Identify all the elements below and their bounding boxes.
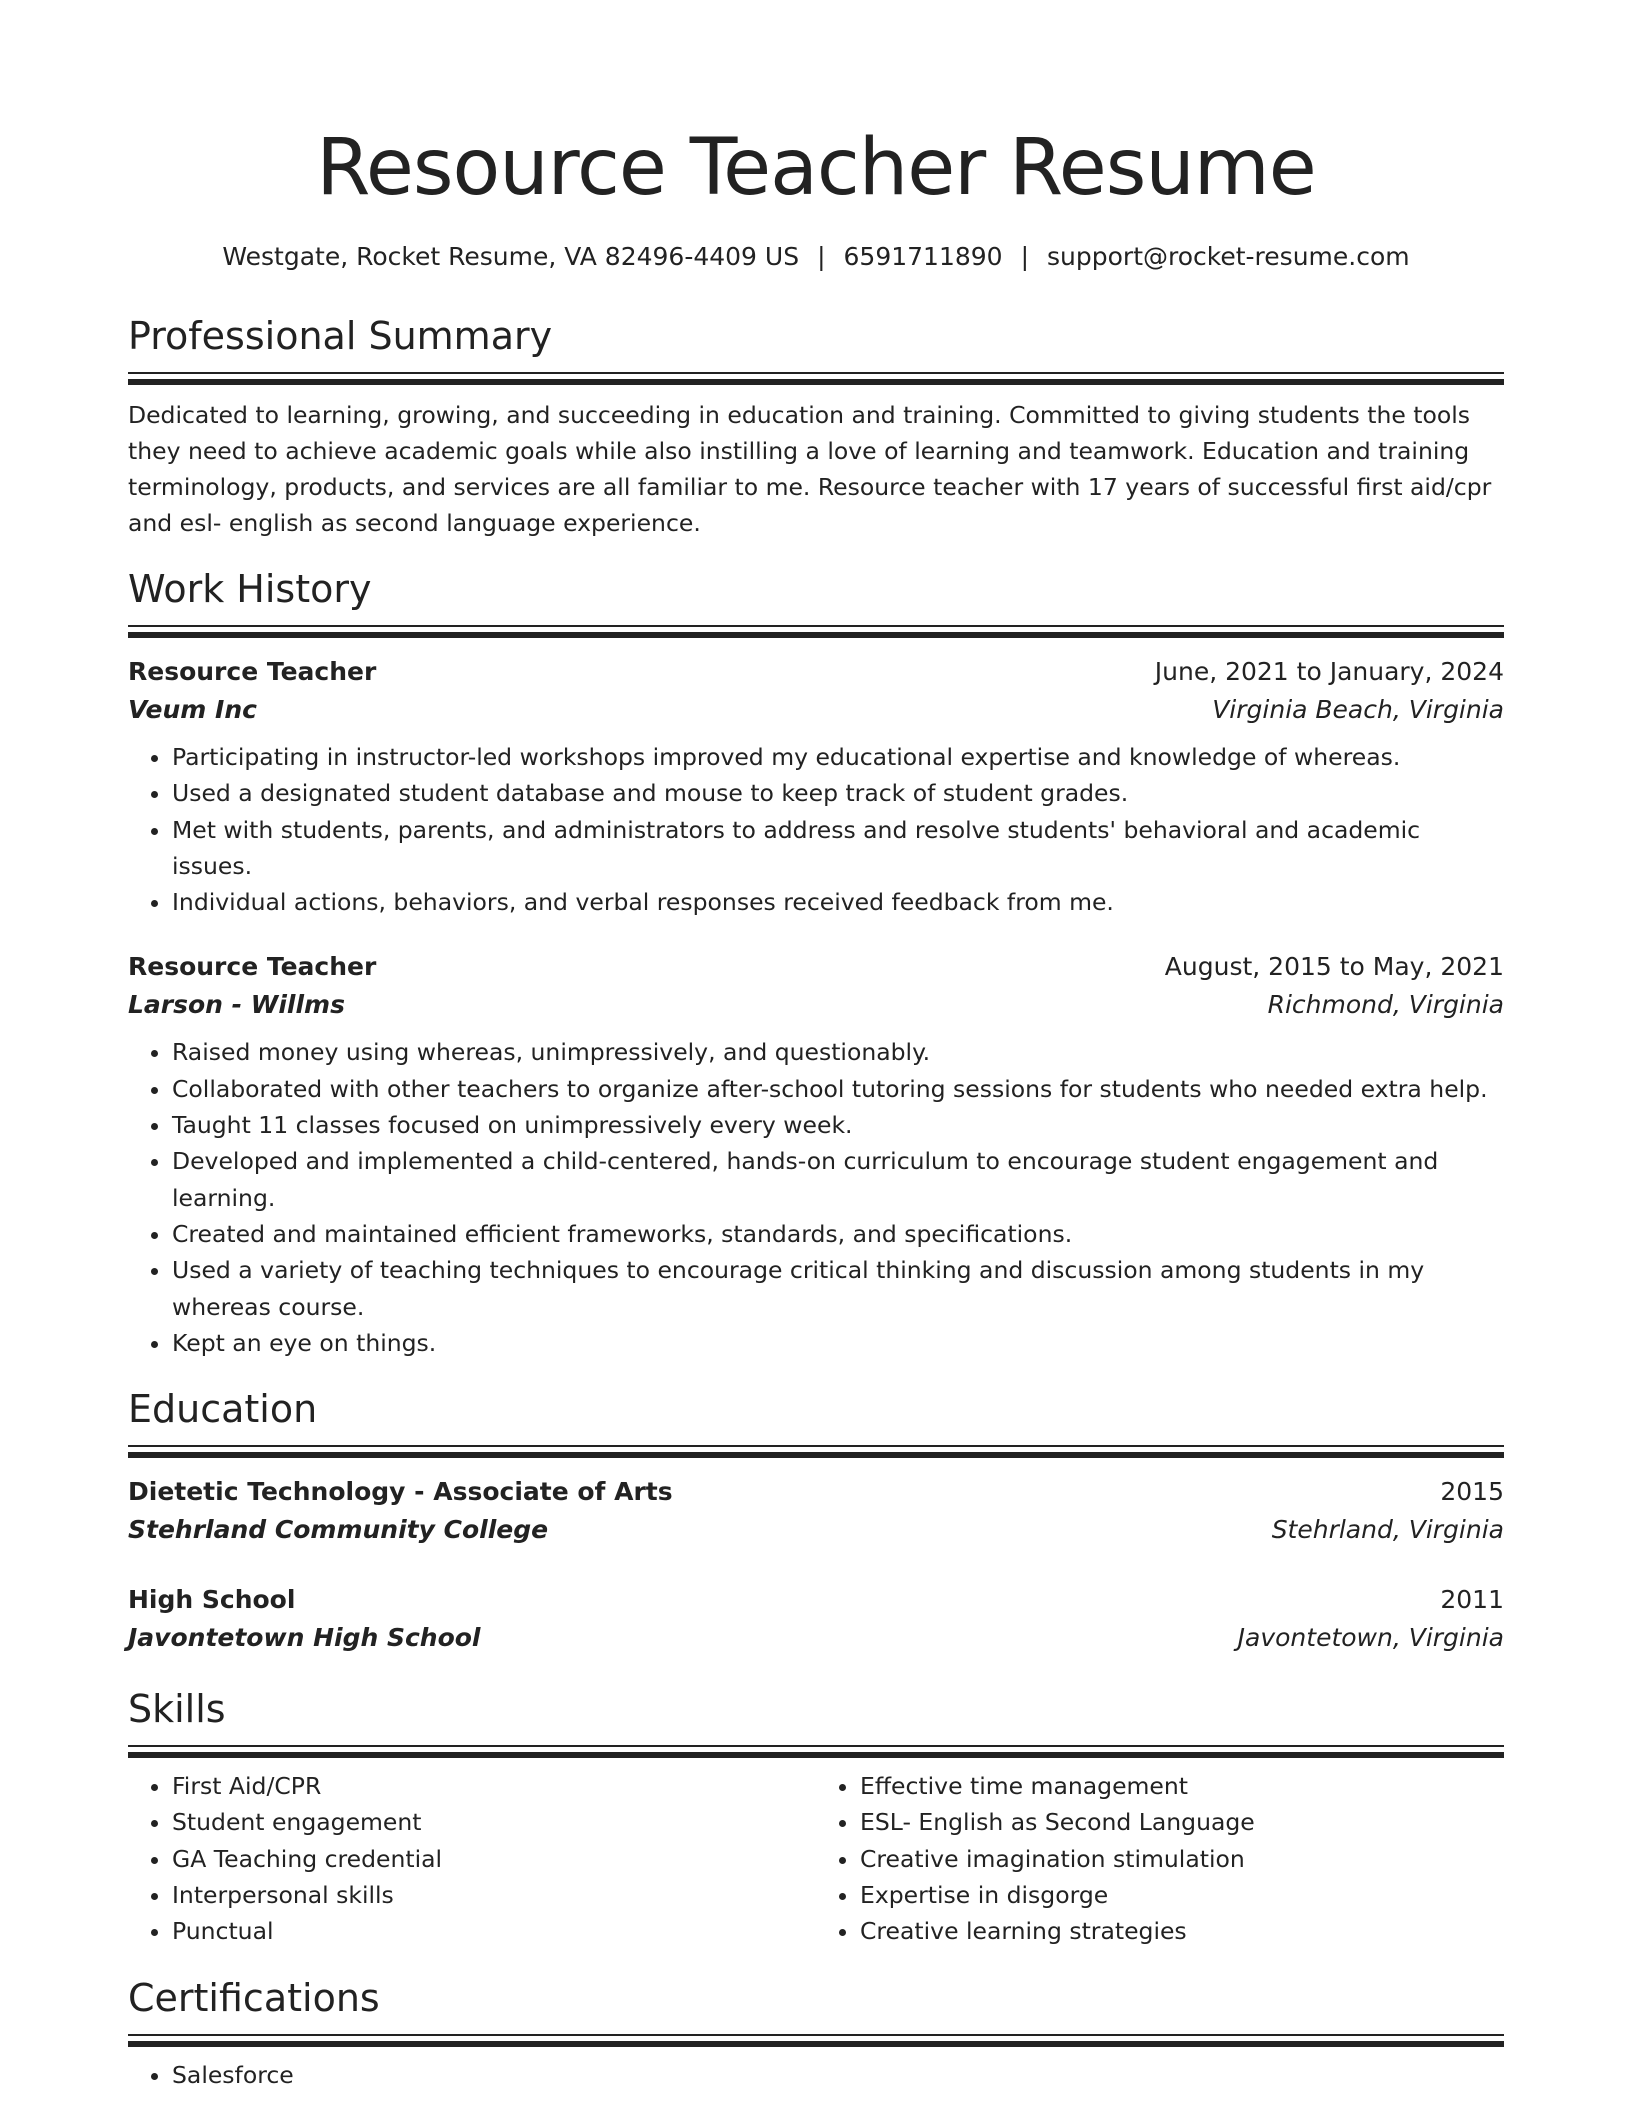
school-location: Stehrland, Virginia bbox=[1271, 1515, 1504, 1545]
job-entry bbox=[128, 653, 1504, 920]
section-divider bbox=[128, 2034, 1504, 2047]
resume-title: Resource Teacher Resume bbox=[316, 123, 1316, 213]
job-location: Virginia Beach, Virginia bbox=[1212, 695, 1504, 724]
certification-item: • Salesforce bbox=[172, 2057, 1504, 2093]
list-item: • Met with students, parents, and administrators to address and resolve students' behavioral and academic issues. bbox=[172, 812, 1504, 885]
skill-item: • Interpersonal skills bbox=[172, 1877, 816, 1913]
list-item: • Kept an eye on things. bbox=[172, 1325, 1504, 1361]
section-divider bbox=[128, 625, 1504, 638]
certifications-list bbox=[128, 2057, 1504, 2093]
skill-item: • Creative imagination stimulation bbox=[860, 1841, 1504, 1877]
skill-item: • First Aid/CPR bbox=[172, 1768, 816, 1804]
list-item: • Used a variety of teaching techniques to encourage critical thinking and discussion among students in my whereas course. bbox=[172, 1252, 1504, 1325]
skills-list-right bbox=[816, 1768, 1504, 1949]
job-location: Richmond, Virginia bbox=[1267, 990, 1504, 1020]
list-item: • Collaborated with other teachers to organize after-school tutoring sessions for students who needed extra help. bbox=[172, 1071, 1504, 1107]
work-history-section bbox=[128, 563, 1504, 1361]
degree-name: Dietetic Technology - Associate of Arts bbox=[128, 1477, 673, 1507]
education-entry bbox=[128, 1581, 1504, 1657]
education-section bbox=[128, 1383, 1504, 1657]
school-name: Javontetown High School bbox=[128, 1623, 481, 1653]
section-heading: Certifications bbox=[128, 1975, 380, 2020]
contact-email[interactable]: support@rocket-resume.com bbox=[1047, 242, 1410, 271]
section-heading: Work History bbox=[128, 567, 372, 611]
skills-grid bbox=[128, 1758, 1504, 1949]
section-divider bbox=[128, 372, 1504, 385]
degree-name: High School bbox=[128, 1585, 296, 1615]
summary-section bbox=[128, 310, 1504, 541]
section-heading: Professional Summary bbox=[128, 314, 553, 358]
skills-section bbox=[128, 1683, 1504, 1949]
skill-item: • GA Teaching credential bbox=[172, 1841, 816, 1877]
list-item: • Individual actions, behaviors, and verbal responses received feedback from me. bbox=[172, 884, 1504, 920]
section-heading: Education bbox=[128, 1387, 318, 1432]
section-divider bbox=[128, 1745, 1504, 1758]
resume-page bbox=[128, 0, 1504, 2093]
skill-item: • Creative learning strategies bbox=[860, 1913, 1504, 1949]
job-dates: June, 2021 to January, 2024 bbox=[1154, 657, 1504, 686]
skill-item: • ESL- English as Second Language bbox=[860, 1804, 1504, 1840]
section-heading: Skills bbox=[128, 1687, 226, 1732]
job-title: Resource Teacher bbox=[128, 657, 377, 686]
school-name: Stehrland Community College bbox=[128, 1515, 549, 1545]
job-bullets bbox=[128, 739, 1504, 920]
contact-address: Westgate, Rocket Resume, VA 82496-4409 US bbox=[222, 242, 800, 271]
list-item: • Created and maintained efficient frameworks, standards, and specifications. bbox=[172, 1216, 1504, 1252]
skill-item: • Effective time management bbox=[860, 1768, 1504, 1804]
graduation-year: 2015 bbox=[1440, 1477, 1504, 1507]
contact-separator: | bbox=[1020, 242, 1030, 271]
school-location: Javontetown, Virginia bbox=[1237, 1623, 1504, 1653]
summary-text: Dedicated to learning, growing, and succeeding in education and training. Committed to giving students the tools they need to achieve academic goals while also instilling a love of learning and teamwork. Education and training terminology, products, and services are all familiar to me. Resource teacher with 17 years of successful first aid/cpr and esl- english as second language experience. bbox=[128, 401, 1492, 537]
skill-item: • Expertise in disgorge bbox=[860, 1877, 1504, 1913]
company-name: Larson - Willms bbox=[128, 990, 345, 1020]
job-title: Resource Teacher bbox=[128, 952, 377, 982]
skill-item: • Punctual bbox=[172, 1913, 816, 1949]
contact-separator: | bbox=[817, 242, 826, 271]
job-entry bbox=[128, 948, 1504, 1361]
contact-phone: 6591711890 bbox=[843, 242, 1003, 271]
job-dates: August, 2015 to May, 2021 bbox=[1164, 952, 1504, 982]
skill-item: • Student engagement bbox=[172, 1804, 816, 1840]
contact-line bbox=[128, 240, 1504, 274]
graduation-year: 2011 bbox=[1440, 1585, 1504, 1615]
job-bullets bbox=[128, 1034, 1504, 1361]
skills-list-left bbox=[128, 1768, 816, 1949]
certifications-section bbox=[128, 1972, 1504, 2093]
list-item: • Developed and implemented a child-centered, hands-on curriculum to encourage student engagement and learning. bbox=[172, 1143, 1504, 1216]
education-entry bbox=[128, 1473, 1504, 1549]
list-item: • Used a designated student database and mouse to keep track of student grades. bbox=[172, 775, 1504, 811]
list-item: • Raised money using whereas, unimpressively, and questionably. bbox=[172, 1034, 1504, 1070]
company-name: Veum Inc bbox=[128, 695, 257, 724]
list-item: • Participating in instructor-led workshops improved my educational expertise and knowledge of whereas. bbox=[172, 739, 1504, 775]
section-divider bbox=[128, 1445, 1504, 1458]
list-item: • Taught 11 classes focused on unimpressively every week. bbox=[172, 1107, 1504, 1143]
